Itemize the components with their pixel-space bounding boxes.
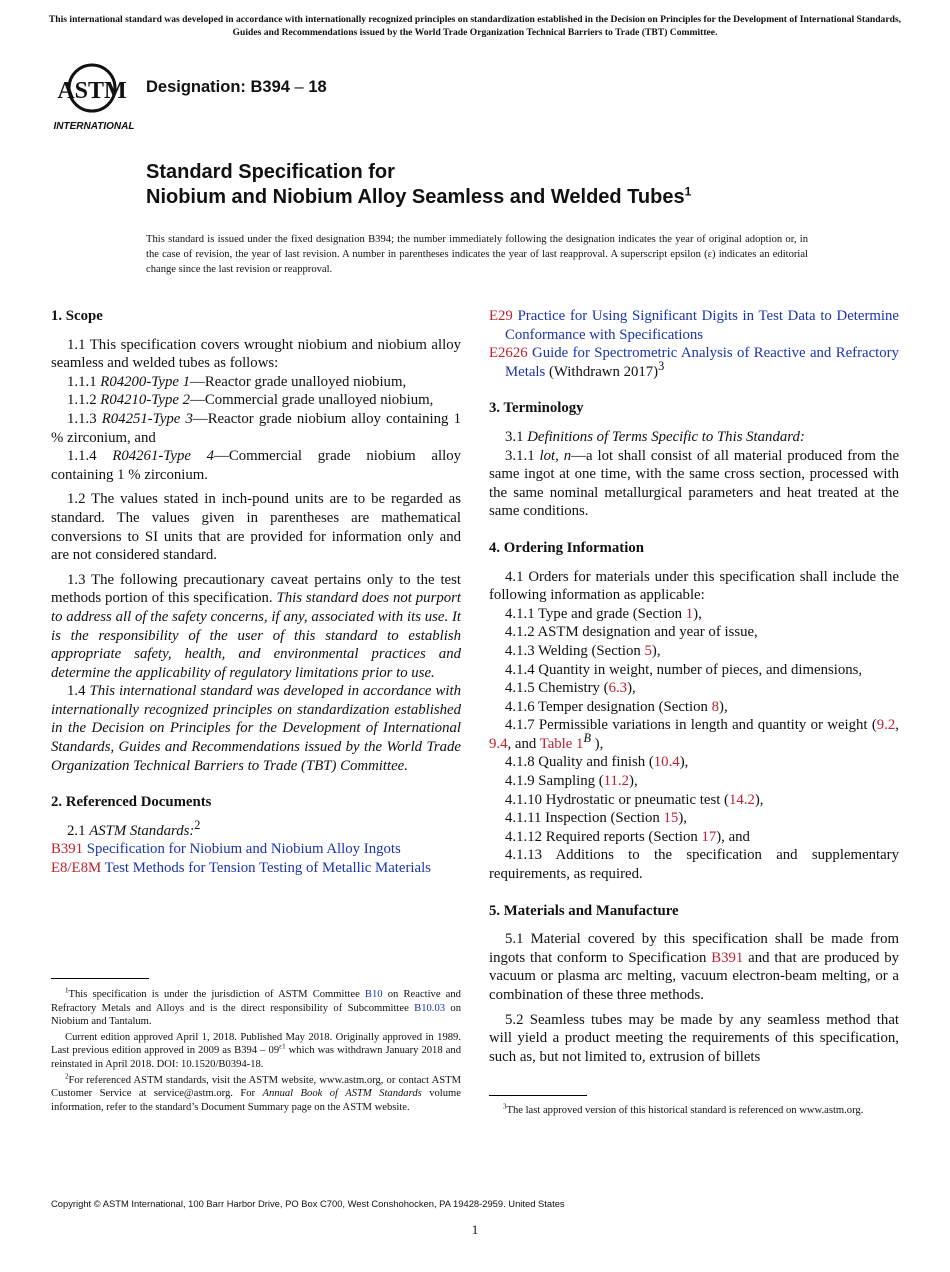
- item-text: Sampling (: [538, 773, 604, 790]
- list-item: [489, 753, 899, 772]
- fn-text: on Reactive and Refractory Metals and Alloys and is the direct responsibility of Subcommittee: [51, 989, 461, 1014]
- item-tail: ),: [693, 605, 702, 622]
- para-1-4: [51, 682, 461, 775]
- section-xref[interactable]: 17: [701, 828, 717, 845]
- title-line-2-text: Niobium and Niobium Alloy Seamless and Welded Tubes: [146, 186, 685, 208]
- item-num: 4.1.5: [505, 680, 535, 697]
- item-num: 4.1.7: [505, 717, 535, 734]
- reference-title[interactable]: Guide for Spectrometric Analysis of Reactive and Refractory Metals: [505, 345, 899, 380]
- para-text: and that are produced by vacuum or plasma arc melting, vacuum electron-beam melting, or a combination of these three methods.: [489, 949, 899, 1003]
- section-xref[interactable]: 5: [644, 642, 652, 659]
- item-num: 4.1.12: [505, 828, 542, 845]
- document-title: [146, 160, 691, 210]
- item-mid: , and: [507, 735, 540, 752]
- item-code: R04210-Type 2: [100, 392, 191, 409]
- table-xref[interactable]: Table 1: [539, 735, 584, 752]
- footnotes-left: [51, 988, 461, 1116]
- item-text: Temper designation (Section: [538, 698, 712, 715]
- section-xref[interactable]: 15: [663, 810, 679, 827]
- list-item: [51, 391, 461, 410]
- section-xref[interactable]: 6.3: [608, 680, 628, 697]
- item-text: Hydrostatic or pneumatic test (: [545, 791, 729, 808]
- reference-title[interactable]: Test Methods for Tension Testing of Metallic Materials: [104, 860, 431, 877]
- item-text: Permissible variations in length and quantity or weight (: [538, 717, 877, 734]
- section-xref[interactable]: 9.2: [876, 717, 896, 734]
- item-tail: ), and: [716, 828, 750, 845]
- item-tail: ),: [590, 735, 604, 752]
- astm-logo: [52, 56, 136, 134]
- fn-text: For referenced ASTM standards, visit the ASTM website, www.astm.org, or contact ASTM Customer Service at service@astm.org. For: [51, 1074, 461, 1100]
- list-item: [489, 623, 899, 642]
- reference-item[interactable]: [51, 840, 461, 859]
- list-item: [489, 679, 899, 698]
- section-3-heading: 3. Terminology: [489, 400, 584, 417]
- item-num: 4.1.10: [505, 791, 542, 808]
- designation: [146, 78, 327, 97]
- para-1-3-text: 1.3 The following precautionary caveat pertains only to the test methods portion of this specification.: [51, 571, 461, 607]
- para-1-4-num: 1.4: [67, 683, 86, 700]
- item-text: —Commercial grade niobium alloy containing 1 % zirconium.: [51, 448, 461, 483]
- fn-text: on Niobium and Tantalum.: [51, 1002, 461, 1028]
- logo-text: ASTM: [57, 78, 127, 104]
- item-num: 1.1.4: [67, 448, 97, 465]
- list-item: [489, 809, 899, 828]
- item-num: 4.1.1: [505, 605, 535, 622]
- item-text: —Commercial grade unalloyed niobium,: [190, 392, 434, 409]
- footnote-2: [51, 1074, 461, 1115]
- item-num: 4.1.3: [505, 642, 535, 659]
- item-tail: ),: [754, 791, 764, 808]
- wto-statement: This international standard was developed in accordance with internationally recognized principles on standardization established in the Decision on Principles for the Development of International Standards, Guides and Recommendations issued by the World Trade Organization Technical Barriers to Trade (TBT) Committee.: [51, 683, 461, 774]
- item-text: ASTM designation and year of issue,: [537, 624, 758, 641]
- section-xref[interactable]: 8: [711, 698, 720, 715]
- item-tail: ),: [678, 810, 687, 827]
- para-2-1: [51, 817, 461, 841]
- section-xref[interactable]: 14.2: [728, 791, 755, 808]
- reference-item[interactable]: [51, 859, 461, 878]
- section-1-heading: 1. Scope: [51, 308, 103, 324]
- reference-code[interactable]: B391: [51, 841, 84, 858]
- term: lot, n: [539, 447, 572, 464]
- right-column: [489, 307, 899, 1066]
- para-5-1: [489, 930, 899, 1004]
- fn-text: Current edition approved April 1, 2018. Published May 2018. Originally approved in 1989. Last previous edition approved in 2009 as B394 – 09: [51, 1031, 461, 1057]
- item-text: Quantity in weight, number of pieces, and dimensions,: [538, 661, 863, 678]
- footnote-mark-3: 3: [658, 358, 665, 373]
- designation-year: 18: [308, 78, 327, 96]
- item-sep: ,: [895, 717, 899, 734]
- reference-item[interactable]: [489, 307, 899, 344]
- title-footnote-mark: 1: [684, 184, 692, 199]
- para-4-1: 4.1 Orders for materials under this specification shall include the following information as applicable:: [489, 568, 899, 604]
- reference-code[interactable]: E29: [489, 308, 513, 324]
- item-num: 4.1.9: [505, 773, 535, 790]
- fn-text: volume information, refer to the standard’s Document Summary page on the ASTM website.: [51, 1088, 461, 1113]
- item-num: 4.1.13: [505, 847, 542, 864]
- list-item: [489, 661, 899, 680]
- item-num: 4.1.4: [505, 661, 535, 678]
- list-item: [489, 772, 899, 791]
- reference-item[interactable]: [489, 344, 899, 381]
- list-item: [51, 410, 461, 447]
- reference-note: (Withdrawn 2017): [548, 363, 659, 380]
- item-num: 4.1.8: [505, 754, 535, 771]
- section-4-heading: 4. Ordering Information: [489, 539, 644, 556]
- item-text: Type and grade (Section: [538, 605, 686, 622]
- para-1-2: 1.2 The values stated in inch-pound units are to be regarded as standard. The values given in parentheses are mathematical conversions to SI units that are provided for information only and are not considered standard.: [51, 491, 461, 564]
- item-text: Quality and finish (: [538, 754, 654, 771]
- fn-text: The last approved version of this historical standard is referenced on www.astm.org.: [506, 1105, 864, 1116]
- reference-title[interactable]: Practice for Using Significant Digits in Test Data to Determine Conformance with Specifications: [505, 308, 900, 343]
- item-text: Required reports (Section: [545, 828, 702, 845]
- fn-italic: Annual Book of ASTM Standards: [262, 1088, 422, 1100]
- footnote-1-edition: [51, 1031, 461, 1072]
- footnote-rule-right: [489, 1095, 587, 1096]
- list-item: [489, 605, 899, 624]
- fn-mark: 3: [503, 1102, 507, 1111]
- para-5-2: 5.2 Seamless tubes may be made by any seamless method that will yield a product meeting the requirements of this specification, such as, but not limited to, extrusion of billets: [489, 1011, 899, 1065]
- list-item: [489, 828, 899, 847]
- astm-standards-label: ASTM Standards:: [89, 822, 195, 839]
- list-item: [489, 716, 899, 753]
- list-item: [489, 791, 899, 810]
- spec-xref[interactable]: B391: [711, 949, 744, 966]
- title-line-1: Standard Specification for: [146, 161, 395, 183]
- definition-text: —a lot shall consist of all material produced from the same ingot at one time, with the same cross section, processed with the same nominal metallurgical parameters and heat treated at the same conditions.: [489, 447, 900, 520]
- para-1-1: 1.1 This specification covers wrought niobium and niobium alloy seamless and welded tubes as follows:: [51, 336, 461, 372]
- item-text: Additions to the specification and supplementary requirements, as required.: [489, 847, 899, 883]
- para-3-1-num: 3.1: [505, 428, 524, 445]
- copyright-line: Copyright © ASTM International, 100 Barr Harbor Drive, PO Box C700, West Conshohocken, PA 19428-2959. United States: [51, 1198, 565, 1209]
- reference-title[interactable]: Specification for Niobium and Niobium Alloy Ingots: [86, 841, 401, 858]
- para-text: 5.1 Material covered by this specification shall be made from ingots that conform to Specification: [489, 931, 899, 966]
- footnote-mark-2: 2: [194, 817, 201, 832]
- fn-mark: 2: [65, 1072, 69, 1081]
- para-3-1-1: [489, 447, 899, 521]
- epsilon-mark: ε1: [279, 1042, 286, 1051]
- reference-code[interactable]: E8/E8M: [51, 860, 102, 877]
- page-number: 1: [471, 1222, 479, 1237]
- para-3-1: [489, 428, 899, 447]
- item-text: Inspection (Section: [545, 810, 664, 827]
- safety-caveat: This standard does not purport to address all of the safety concerns, if any, associated with its use. It is the responsibility of the user of this standard to establish appropriate safety, health, and environmental practices and determine the applicability of regulatory limitations prior to use.: [51, 590, 461, 681]
- para-2-1-num: 2.1: [67, 822, 86, 839]
- item-tail: ),: [627, 680, 636, 697]
- section-2-heading: 2. Referenced Documents: [51, 794, 212, 811]
- item-num: 1.1.2: [67, 392, 97, 409]
- table-note-mark: B: [583, 730, 591, 745]
- fn-mark: 1: [65, 986, 69, 995]
- para-1-3: [51, 571, 461, 683]
- designation-label: Designation: B394: [146, 78, 290, 96]
- para-3-1-1-num: 3.1.1: [505, 447, 535, 464]
- list-item: [51, 373, 461, 392]
- title-line-2: [146, 185, 691, 210]
- item-code: R04200-Type 1: [100, 373, 191, 390]
- list-item: [489, 642, 899, 661]
- definitions-label: Definitions of Terms Specific to This Standard:: [527, 428, 805, 445]
- fn-text: which was withdrawn January 2018 and reinstated in April 2018. DOI: 10.1520/B0394-18.: [51, 1045, 461, 1070]
- footnotes-right: [489, 1104, 899, 1120]
- list-item: [489, 698, 899, 717]
- item-num: 4.1.2: [505, 624, 535, 641]
- issued-note: This standard is issued under the fixed designation B394; the number immediately following the designation indicates the year of original adoption or, in the case of revision, the year of last revision. A number in parentheses indicates the year of last reapproval. A superscript epsilon (ε) indicates an editorial change since the last revision or reapproval.: [146, 234, 808, 275]
- section-xref[interactable]: 11.2: [603, 773, 630, 790]
- section-xref[interactable]: 9.4: [489, 735, 508, 752]
- logo-subtext: INTERNATIONAL: [53, 121, 135, 132]
- left-column: [51, 307, 461, 878]
- section-xref[interactable]: 1: [685, 605, 694, 622]
- subcommittee-link[interactable]: B10.03: [414, 1002, 446, 1014]
- item-tail: ),: [651, 642, 661, 659]
- designation-dash: –: [294, 78, 304, 96]
- footnote-rule-left: [51, 978, 149, 979]
- item-text: Welding (Section: [538, 642, 645, 659]
- item-num: 1.1.3: [67, 410, 97, 427]
- item-code: R04251-Type 3: [101, 410, 193, 427]
- footnote-1: [51, 988, 461, 1029]
- list-item: [51, 447, 461, 484]
- item-code: R04261-Type 4: [112, 448, 215, 465]
- item-tail: ),: [719, 698, 728, 715]
- item-text: —Reactor grade unalloyed niobium,: [190, 373, 407, 390]
- item-text: Chemistry (: [538, 680, 609, 697]
- reference-code[interactable]: E2626: [489, 345, 528, 362]
- item-tail: ),: [679, 754, 689, 771]
- item-text: —Reactor grade niobium alloy containing 1 % zirconium, and: [51, 410, 461, 446]
- footnote-3: [489, 1104, 899, 1118]
- section-xref[interactable]: 10.4: [653, 754, 680, 771]
- list-item: [489, 846, 899, 883]
- item-num: 1.1.1: [67, 373, 97, 390]
- item-num: 4.1.6: [505, 698, 535, 715]
- committee-link[interactable]: B10: [364, 989, 383, 1000]
- item-tail: ),: [629, 773, 638, 790]
- item-num: 4.1.11: [505, 810, 542, 827]
- top-notice: This international standard was developed in accordance with internationally recognized principles on standardization established in the Decision on Principles for the Development of International Standards, Guides and Recommendations issued by the World Trade Organization Technical Barriers to Trade (TBT) Committee.: [48, 14, 902, 38]
- section-5-heading: 5. Materials and Manufacture: [489, 902, 679, 919]
- fn-text: This specification is under the jurisdiction of ASTM Committee: [68, 989, 365, 1000]
